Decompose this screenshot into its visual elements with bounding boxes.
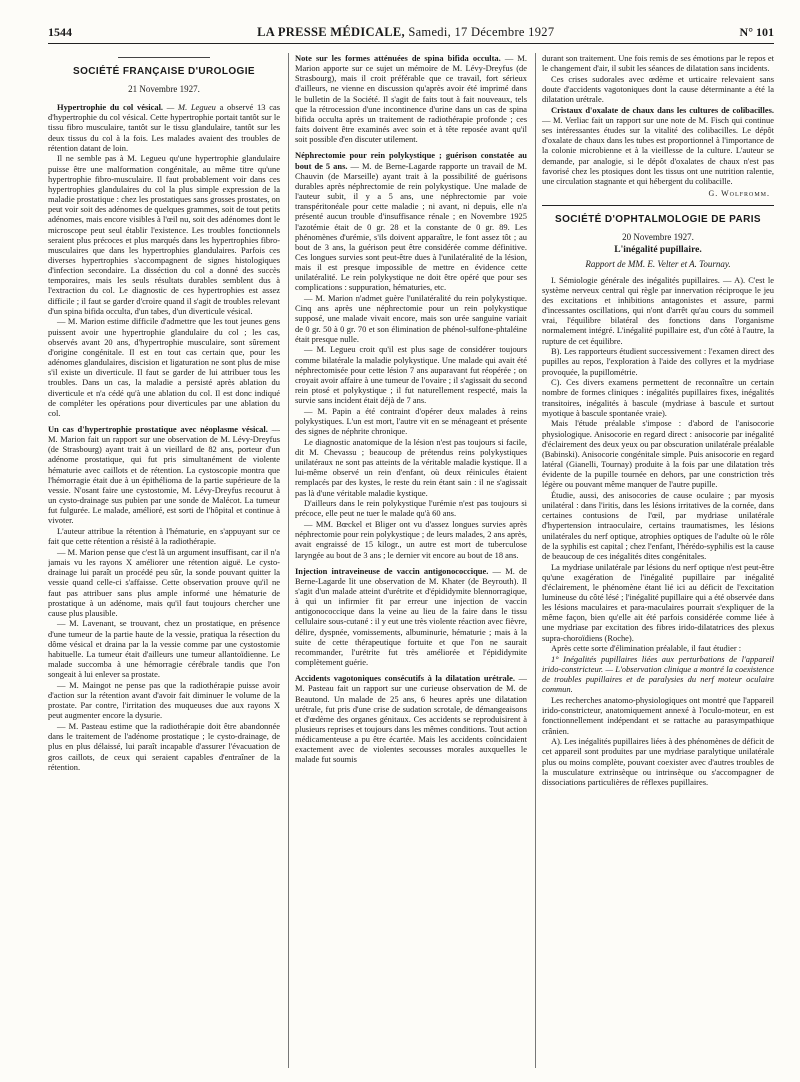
paragraph: — M. Marion n'admet guère l'unilatéralité du rein polykystique. Cinq ans après une néphrectomie pour un rein polykystique supposé, une malade vivait encore, mais son urée sanguine variait de 0 gr. 50 à 0 gr. 70 et son élimination de phénol-sulfone-phtaléine était presque nulle. xyxy=(295,293,527,344)
paragraph: — M. Marion estime difficile d'admettre que les tout jeunes gens puissent avoir une hypertrophie glandulaire du col ; les cas, observés avant 20 ans, d'hypertrophie musculaire, sont sûrement d'origine congénitale. Il est en tout cas certain que, pour les adénomes glandulaires, discision et ligaturation ne sont plus de mise s'il existe un diverticule. Il faut se garder de lui attribuer tous les troubles. Dans un cas, la maladie a persisté après ablation du diverticule et n'a cédé qu'à une ablation du col. Il est donc indiqué de compléter les opérations pour diverticules par une ablation du col. xyxy=(48,316,280,418)
article-author: — M. Legueu xyxy=(166,102,216,113)
paragraph: durant son traitement. Une fois remis de ses émotions par le repos et le changement d'air, il subit les séances de dilatation sans incidents. xyxy=(542,53,774,74)
section-rule xyxy=(118,57,211,58)
column-2 xyxy=(288,53,527,1068)
paragraph: B). Les rapporteurs étudient successivement : l'examen direct des pupilles au repos, l'exploration à l'aide des collyres et la mydriase provoquée, la pupillométrie. xyxy=(542,346,774,377)
report-authors: Rapport de MM. E. Velter et A. Tournay. xyxy=(585,258,731,269)
session-date: 21 Novembre 1927. xyxy=(128,84,200,94)
article-prostatic-hypertrophy xyxy=(48,424,280,772)
paragraph: — M. Maingot ne pense pas que la radiothérapie puisse avoir d'action sur la rétention avant d'avoir fait diminuer le volume de la prostate. Par contre, l'irritation des muqueuses due aux rayons X peut augmenter encore la dysurie. xyxy=(48,679,280,721)
article-polycystic-kidney xyxy=(295,150,527,559)
paragraph: L'auteur attribue la rétention à l'hématurie, en s'appuyant sur ce fait que cette rétention a résisté à la radiothérapie. xyxy=(48,526,280,547)
paragraph: — M. de Berne-Lagarde rapporte un travail de M. Chauvin (de Marseille) ayant trait à la possibilité de guérisons durables après néphrectomie de rein polykystique. Une malade de l'auteur subit, il y a 5 ans, une néphrectomie par voie transpéritonéale pour cette maladie ; ni avant, ni depuis, elle n'a présenté aucun trouble d'insuffisance rénale ; en Novembre 1925 l'azotémie était de 0 gr. 28 et la constante de 0 gr. 89. Les phénomènes d'urémie, s'ils doivent apparaître, le font assez tôt ; au bout de 3 ans, la guérison peut être considérée comme définitive. Ces longues survies sont peut-être dues à l'unilatéralité de la lésion, mais il est presque impossible de mettre en évidence cette unilatéralité. Le rein polykystique ne doit être opéré que pour ses complications : suppuration, hématuries, etc. xyxy=(295,160,527,293)
session-date: 20 Novembre 1927. xyxy=(622,232,694,243)
paragraph: Après cette sorte d'élimination préalable, il faut étudier : xyxy=(551,643,742,654)
article-title: Hypertrophie du col vésical. xyxy=(57,102,164,113)
page-header xyxy=(48,20,774,44)
article-vagotonic-accidents xyxy=(295,673,527,764)
paragraph: — M. Papin a été contraint d'opérer deux malades à reins polykystiques. L'un est mort, l'autre vit en se ménageant et présente des signes de néphrite chronique. xyxy=(295,405,527,437)
paragraph: — M. de Berne-Lagarde lit une observation de M. Khater (de Beyrouth). Il s'agit d'un malade atteint d'urétrite et d'épididymite blennorragique, à qui un infirmier fit par erreur une injection de vaccin antigonococcique dans la veine au lieu de la faire dans le tissu cellulaire sous-cutané : il y eut une très violente réaction avec fièvre, délire, dyspnée, vomissements, albuminurie, hématurie ; mais à la suite de cette thérapeutique fortuite et que l'on ne saurait recommander, l'urétrite fut très améliorée et l'épididymite complètement guérie. xyxy=(295,565,527,668)
article-vaccine-injection xyxy=(295,566,527,668)
article-title: Un cas d'hypertrophie prostatique avec néoplasme vésical. xyxy=(48,424,268,434)
issue-date: Samedi, 17 Décembre 1927 xyxy=(408,25,555,39)
paragraph: 1° Inégalités pupillaires liées aux perturbations de l'appareil irido-constricteur. — L'observation clinique a montré la coexistence de troubles pupillaires et de paralysies du nerf moteur oculaire commun. xyxy=(542,653,774,695)
column-3 xyxy=(535,53,774,1068)
paragraph: — M. Marion apporte sur ce sujet un mémoire de M. Lévy-Dreyfus (de Strasbourg), mais il croit préférable que ce travail, fort sérieux d'ailleurs, ne vienne en discussion qu'après avoir été imprimé dans le bulletin de la Société. Il s'agit de faits tout à fait nouveaux, tels que la rétrocession d'une incontinence d'urine dans un cas de spina bifida occulta après un traitement de radiothérapie profonde ; ces faits doivent être examinés avec soin et à tête reposée avant qu'il soit possible d'en discuter utilement. xyxy=(295,53,527,145)
paragraph: a observé 13 cas d'hypertrophie du col vésical. Cette hypertrophie portait tantôt sur le tissu fibro musculaire, tantôt sur le tissu glandulaire, tantôt sur les deux tissus du col à la fois. Les malades avaient des troubles de rétention datant de loin. xyxy=(48,102,280,153)
journal-title xyxy=(257,25,554,40)
article-columns xyxy=(48,53,774,1068)
paragraph: — M. Pasteau fait un rapport sur une curieuse observation de M. de Beautond. Un malade de 25 ans, 6 heures après une dilatation urétrale, fut pris d'une crise de sudation scrotale, de démangeaisons et d'œdème des organes génitaux. Ces accidents se reproduisirent à plusieurs reprises et toujours dans les mêmes conditions. Tout action médicamenteuse a pu être écartée. Mais les accidents coïncidaient exactement avec de violentes secousses morales auxquelles le malade fut soumis xyxy=(295,673,527,765)
section-rule xyxy=(542,205,774,206)
article-spina-bifida xyxy=(295,53,527,144)
article-bladder-neck xyxy=(48,102,280,418)
paragraph: — MM. Bœckel et Bliger ont vu d'assez longues survies après néphrectomie pour rein polykystique ; de leurs malades, 2 ans après, avait engraissé de 15 kilogr., un autre est mort de tuberculose laryngée au bout de 3 ans ; le dernier vit encore au bout de 18 ans. xyxy=(295,519,527,560)
paragraph: — M. Pasteau estime que la radiothérapie doit être abandonnée dans le traitement de l'adénome prostatique ; le cysto-drainage, de plus en plus délaissé, lui paraît incapable d'assurer l'évacuation de gros caillots, de ceux qui seraient capables d'entraîner de la rétention. xyxy=(48,721,280,772)
article-title: Cristaux d'oxalate de chaux dans les cultures de colibacilles. xyxy=(551,104,774,115)
article-title: Injection intraveineuse de vaccin antigonococcique. xyxy=(295,565,489,576)
paragraph: Étudie, aussi, des anisocories de cause oculaire ; par myosis unilatéral : dans l'iritis, dans les lésions irritatives de la cornée, dans certaines contusions de l'œil, par mydriase unilatérale d'hypertension intraoculaire, certains traumatismes, les lésions unilatérales du nerf optique, atrophies optiques de l'adulte où le rôle de la syphilis est capital ; chez l'enfant, l'hérédo-syphilis est la cause de beaucoup de ces inégalités dites congénitales. xyxy=(542,489,774,561)
paragraph: La mydriase unilatérale par lésions du nerf optique n'est peut-être qu'une exagération de l'inégalité pupillaire par inégalité d'éclairement, le phénomène étant lié ici au déficit de l'excitation lumineuse du côté lésé ; l'inégalité pupillaire qui a été observée dans les lésions maculaires et para-maculaires pourrait s'expliquer de la même façon, bien qu'elle ait été parfois considérée comme liée à une mydriase par excitation des fibres irido-dilatatrices des plexus supra-choroïdiens (Roche). xyxy=(542,561,774,643)
article-pupillary-inequality xyxy=(542,275,774,787)
paragraph: — M. Verliac fait un rapport sur une note de M. Fisch qui continue ses intéressantes études sur la vitalité des colibacilles. Le dépôt d'oxalate de chaux dans les tubes est proportionnel à l'importance de la colonie microbienne et à la vieillesse de la culture. L'auteur se demande, par analogie, si le dépôt d'oxalates de chaux n'est pas favorisé chez les ptosiques dont les tissus ont une nutrition ralentie, une circulation stagnante et qui hébergent du colibacille. xyxy=(542,114,774,186)
society-heading-urology: SOCIÉTÉ FRANÇAISE D'UROLOGIE xyxy=(73,66,255,77)
paragraph: Le diagnostic anatomique de la lésion n'est pas toujours si facile, dit M. Chevassu ; beaucoup de prétendus reins polykystiques unilatéraux ne sont pas atteints de la véritable maladie kystique. Il a lui-même observé un rein d'enfant, où deux réinicules étaient remplacés par des kystes, le reste du rein étant sain : il ne s'agissait pas là d'une véritable maladie kystique. xyxy=(295,436,527,498)
paragraph: Il ne semble pas à M. Legueu qu'une hypertrophie glandulaire puisse être une malformation congénitale, au même titre qu'une hypertrophie fibro-musculaire. Il faut probablement voir dans ces hypertrophies glandulaires du col la plus simple expression de la maladie prostatique : chez les prostatiques sans grosses prostates, on peut voir soit des adénomes de quelques grammes, soit de tout petits adénomes, mais encore visibles à l'œil nu, soit des adénomes dont le microscope peut seul établir l'existence. Les troubles fonctionnels seraient plus précoces et plus marqués dans les hypertrophies fibro-musculaires que dans les hypertrophies glandulaires. Parfois ces diverses hypertrophies s'accompagnent de signes histologiques d'infection secondaire. La disséction du col a donné des succès temporaires, mais les seuls résultats durables semblent dus à l'extraction du col. Le diagnostic de ces hypertrophies est assez difficile ; il faut se garder d'croire quand il s'agit de troubles relevant d'un spina bifida occulta, d'un tabes, d'un diverticule vésical. xyxy=(48,153,280,316)
article-title: Néphrectomie pour rein polykystique ; guérison constatée au bout de 5 ans. xyxy=(295,150,527,171)
issue-number: N° 101 xyxy=(739,25,774,39)
paragraph: Mais l'étude préalable s'impose : d'abord de l'anisocorie physiologique. Anisocorie en regard direct : anisocorie par inégalité d'éclairement des deux yeux ou par obscuration unilatérale préalable (Babinski). Anisocorie congénitale simple. Puis anisocorie en regard latéral (Gianelli, Tournay) produite à la fois par une dilatation très évidente de la pupille tournée en dehors, par une constriction très légère ou pouvant même manquer de l'autre pupille. xyxy=(542,418,774,490)
paragraph: — M. Marion fait un rapport sur une observation de M. Lévy-Dreyfus (de Strasbourg) ayant trait à un vieillard de 82 ans, porteur d'un adénome prostatique, qui fut pris simultanément de violente hématurie avec caillots et de rétention. La cystoscopie montra que l'hémorragie était due à un épithélioma de la partie supérieure de la vessie. N'osant faire une cystostomie, M. Lévy-Dreyfus recourut à un cysto-drainage sus pubien par une sonde de Malécot. La tumeur fut fulgurée. Le malade, amélioré, est sorti de l'hôpital et continue à vivoter. xyxy=(48,424,280,526)
paragraph: D'ailleurs dans le rein polykystique l'urémie n'est pas toujours si précoce, elle peut ne tuer le malade qu'à 60 ans. xyxy=(295,498,527,519)
page-number: 1544 xyxy=(48,25,72,39)
author-signature: G. Wolfromm. xyxy=(708,189,770,199)
paragraph: I. Sémiologie générale des inégalités pupillaires. — A). C'est le système nerveux central qui règle par innervation réciproque le jeu des excitations et inhibitions antagonistes et assure, parmi d'incessantes oscillations, qui n'ont d'arrêt qu'au cours du sommeil vrai, l'équilibre bilatéral des fonctions dans l'organisme normalement intégré. L'inégalité pupillaire est, d'un côté à l'autre, la rupture de cet équilibre. xyxy=(542,274,774,346)
paragraph: — M. Lavenant, se trouvant, chez un prostatique, en présence d'une tumeur de la partie haute de la vessie, pratiqua la résection du dôme vésical et draina par la la vessie comme par une cystostomie habituelle. La tumeur était d'ailleurs une tumeur allantoïdienne. Le malade succomba à une hémorragie cérébrale tandis que l'on songeait à lui enlever sa prostate. xyxy=(48,618,280,680)
society-heading-ophthalmology: SOCIÉTÉ D'OPHTALMOLOGIE DE PARIS xyxy=(555,214,761,226)
paragraph: C). Ces divers examens permettent de reconnaître un certain nombre de formes cliniques : inégalités pupillaires fixes, inégalités transitoires, inégalités à bascule (mydriase à bascule et surtout myotique à bascule spontanée vraie). xyxy=(542,377,774,418)
journal-name: LA PRESSE MÉDICALE, xyxy=(257,25,405,39)
report-title: L'inégalité pupillaire. xyxy=(614,245,702,256)
article-title: Note sur les formes atténuées de spina bifida occulta. xyxy=(295,53,501,63)
paragraph: Ces crises sudorales avec œdème et urticaire relevaient sans doute d'accidents vagotoniques dont la cause déterminante a été la dilatation urétrale. xyxy=(542,73,774,105)
paragraph: A). Les inégalités pupillaires liées à des phénomènes de déficit de cet appareil sont produites par une mydriase paralytique unilatérale plus ou moins complète, pouvant coexister avec d'autres troubles de la musculature extrinsèque ou intrinsèque ou s'accompagner de dissociations particulières de réflexes pupillaires. xyxy=(542,736,774,787)
paragraph: — M. Legueu croit qu'il est plus sage de considérer toujours comme bilatérale la maladie polykystique. Une malade qui avait été néphrectomisée pour cette lésion 7 ans auparavant fut réopérée ; on croyait avoir affaire à une tumeur de l'ovaire ; il s'agissait du second rein ptosé et polykystique ; il fut naturellement respecté, mais la survie sans incident était déjà de 7 ans. xyxy=(295,344,527,406)
article-title: Accidents vagotoniques consécutifs à la dilatation urétrale. xyxy=(295,673,515,684)
article-calcium-oxalate xyxy=(542,105,774,199)
paragraph: Les recherches anatomo-physiologiques ont montré que l'appareil irido-constricteur, anatomiquement annexé à l'oculo-moteur, en est fonctionnellement indépendant et se rattache au parasympathique crânien. xyxy=(542,695,774,736)
column-1 xyxy=(48,53,280,1068)
paragraph: — M. Marion pense que c'est là un argument insuffisant, car il n'a jamais vu les rayons X améliorer une rétention aiguë. Le cysto-drainage lui paraît un procédé peu sûr, la sonde pouvant quitter la vessie quand celle-ci s'affaisse. Cette observation prouve qu'il ne faut pas attribuer sans plus ample informé une hématurie de prostatique à un adénome, mais qu'il faut toujours chercher une cause plus plausible. xyxy=(48,546,280,618)
